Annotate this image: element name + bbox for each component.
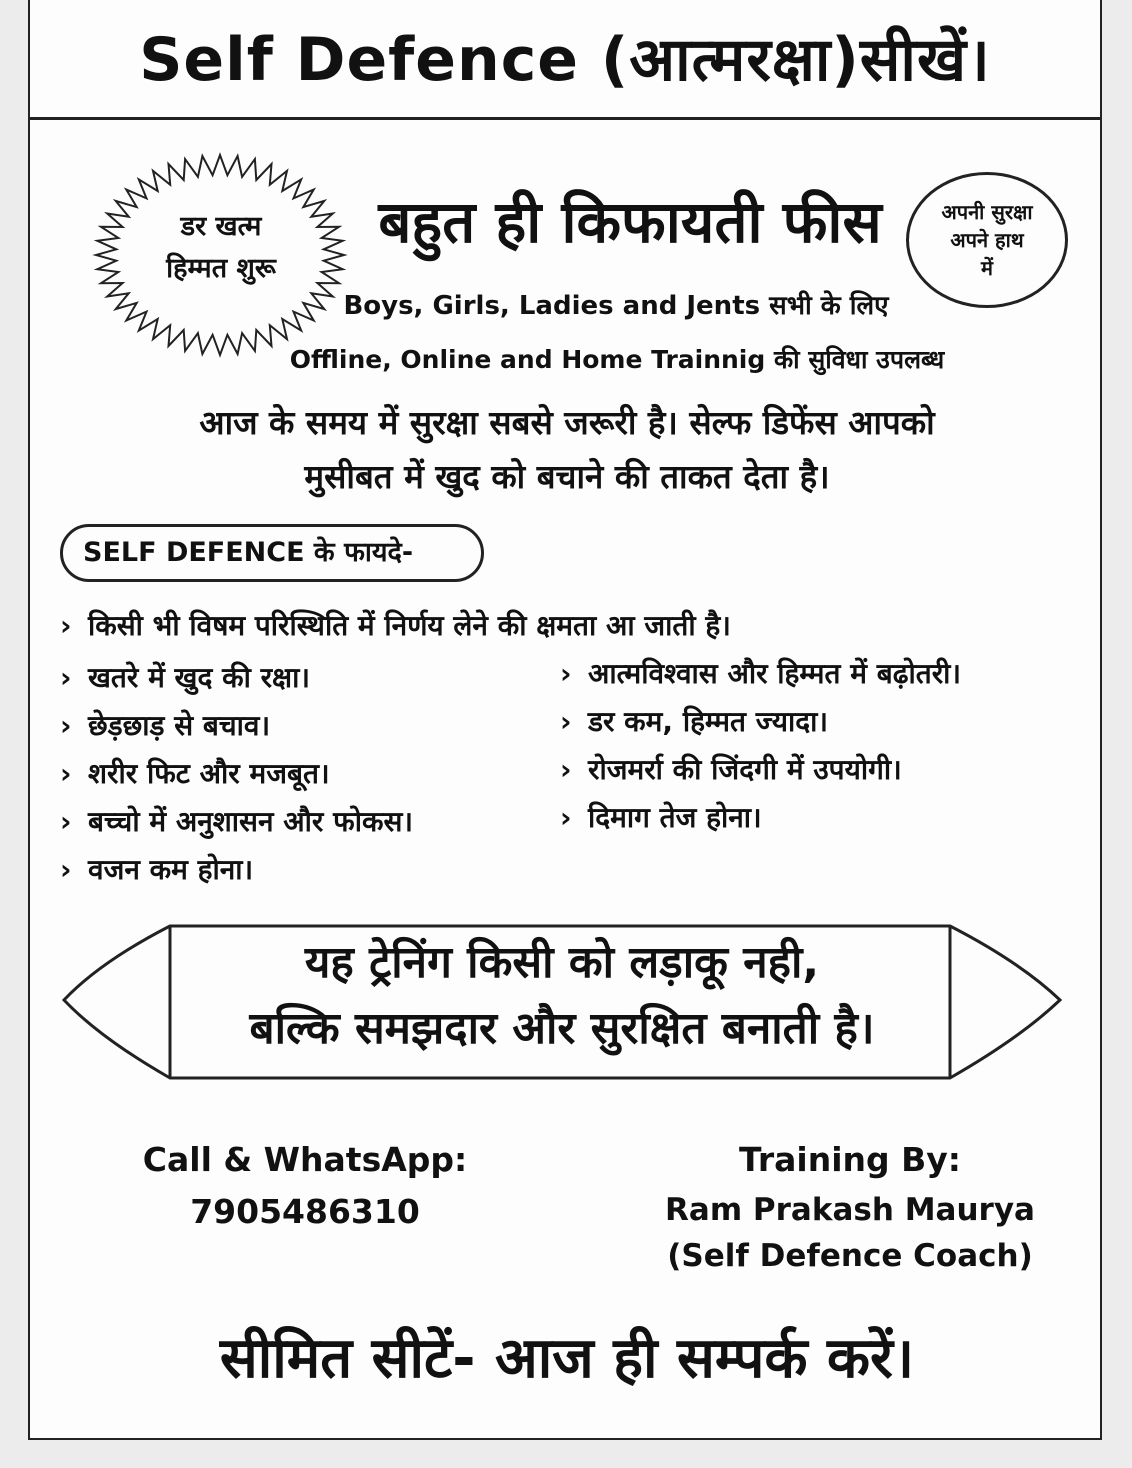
benefit-text: खतरे में खुद की रक्षा। [88,661,310,694]
intro-paragraph [50,396,1084,504]
safety-badge-line-3: में [981,256,993,280]
starburst-line-1: डर खत्म [180,211,262,242]
chevron-right-icon: › [560,705,572,738]
chevron-right-icon: › [60,709,72,742]
benefit-item-left-4 [60,802,413,840]
benefit-text: किसी भी विषम परिस्थिति में निर्णय लेने की क्षमता आ जाती है। [88,609,731,642]
benefit-text: बच्चो में अनुशासन और फोकस। [88,805,413,838]
chevron-right-icon: › [560,753,572,786]
benefits-heading: SELF DEFENCE के फायदे- [60,524,484,582]
starburst-line-2: हिम्मत शुरू [166,253,276,284]
chevron-right-icon: › [60,757,72,790]
benefit-text: छेड़छाड़ से बचाव। [88,709,271,742]
benefit-text: दिमाग तेज होना। [588,801,762,834]
benefit-item-right-4 [560,798,762,836]
trainer-role: (Self Defence Coach) [667,1238,1033,1274]
benefit-text: डर कम, हिम्मत ज्यादा। [588,705,828,738]
safety-badge-line-2: अपने हाथ [950,228,1024,252]
benefit-item-left-2 [60,706,270,744]
safety-badge [906,172,1068,308]
benefit-item-right-2 [560,702,828,740]
chevron-right-icon: › [60,661,72,694]
chevron-right-icon: › [60,805,72,838]
benefit-text: शरीर फिट और मजबूत। [88,757,330,790]
chevron-right-icon: › [60,609,72,642]
starburst-text [108,206,334,290]
benefit-text: रोजमर्रा की जिंदगी में उपयोगी। [588,753,902,786]
banner-line-2: बल्कि समझदार और सुरक्षित बनाती है। [249,1003,875,1054]
benefit-item-full [60,606,731,644]
banner-message [120,930,1004,1062]
banner-line-1: यह ट्रेनिंग किसी को लड़ाकू नही, [304,937,820,988]
chevron-right-icon: › [560,801,572,834]
benefit-item-left-3 [60,754,330,792]
poster [28,0,1102,1440]
benefit-item-left-1 [60,658,310,696]
footer-cta: सीमित सीटें- आज ही सम्पर्क करें। [219,1326,915,1391]
fee-headline: बहुत ही किफायती फीस [378,188,882,256]
trainer-name: Ram Prakash Maurya [665,1192,1035,1228]
intro-line-1: आज के समय में सुरक्षा सबसे जरूरी है। सेल्फ डिफेंस आपको [199,403,935,442]
contact-label: Call & WhatsApp: [142,1140,468,1179]
audience-text: Boys, Girls, Ladies and Jents सभी के लिए [343,291,889,321]
chevron-right-icon: › [560,657,572,690]
benefit-item-right-3 [560,750,902,788]
poster-title: Self Defence (आत्मरक्षा)सीखें। [30,0,1100,120]
contact-phone[interactable]: 7905486310 [190,1192,420,1231]
benefit-item-right-1 [560,654,961,692]
chevron-right-icon: › [60,853,72,886]
safety-badge-line-1: अपनी सुरक्षा [941,200,1033,224]
benefit-text: आत्मविश्वास और हिम्मत में बढ़ोतरी। [588,657,962,690]
intro-line-2: मुसीबत में खुद को बचाने की ताकत देता है। [304,457,830,496]
training-modes-text: Offline, Online and Home Trainnig की सुविधा उपलब्ध [289,345,945,374]
benefit-item-left-5 [60,850,253,888]
trainer-label: Training By: [738,1140,961,1179]
benefit-text: वजन कम होना। [88,853,254,886]
